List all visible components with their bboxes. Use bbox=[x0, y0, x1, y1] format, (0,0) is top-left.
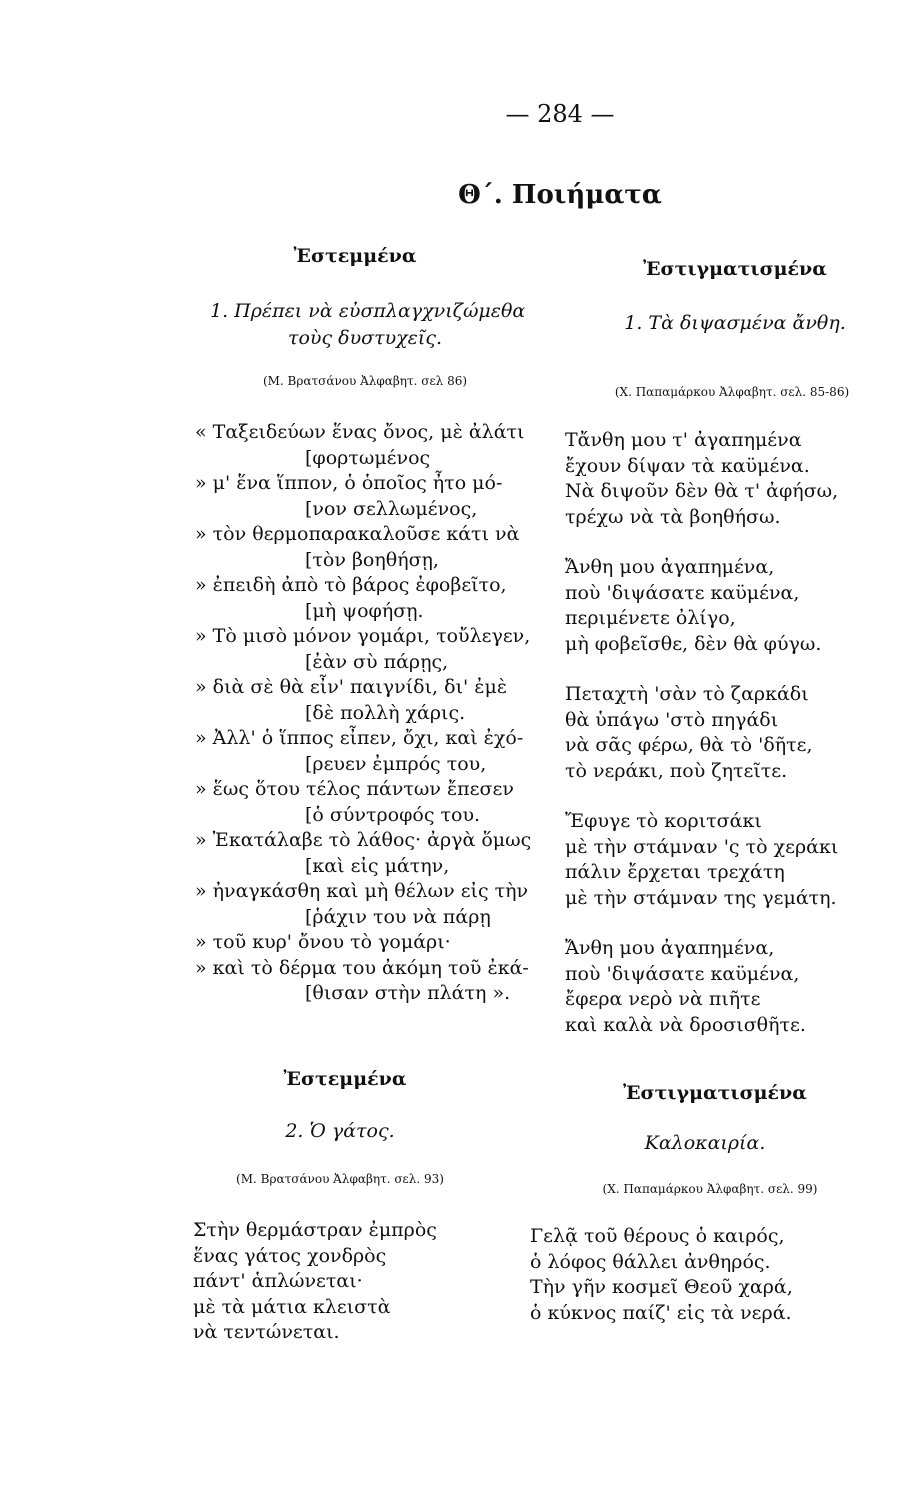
poem-line: ἕνας γάτος χονδρὸς bbox=[193, 1244, 387, 1267]
poem-line: [μὴ ψοφήσῃ. bbox=[305, 599, 424, 622]
right-bottom-poem bbox=[530, 1224, 860, 1326]
poem-line: ὁ κύκνος παίζ' εἰς τὰ νερά. bbox=[530, 1301, 792, 1324]
poem-line: » τοῦ κυρ' ὄνου τὸ γομάρι· bbox=[195, 931, 451, 953]
left-top-title-line-2: τοὺς δυστυχεῖς. bbox=[287, 327, 443, 349]
poem-line: » διὰ σὲ θὰ εἶν' παιγνίδι, δι' ἐμὲ bbox=[195, 676, 508, 698]
left-top-source: (Μ. Βρατσάνου Ἀλφαβητ. σελ 86) bbox=[262, 374, 468, 388]
poem-line: περιμένετε ὀλίγο, bbox=[565, 607, 736, 629]
left-bottom-title: 2. Ὁ γάτος. bbox=[285, 1120, 395, 1142]
poem-line: νὰ τεντώνεται. bbox=[193, 1321, 340, 1343]
poem-line: μὲ τὴν στάμναν 'ς τὸ χεράκι bbox=[565, 835, 839, 858]
poem-line: [νον σελλωμένος, bbox=[305, 497, 478, 520]
poem-line: « Ταξειδεύων ἕνας ὄνος, μὲ ἀλάτι bbox=[195, 421, 525, 443]
poem-line: » Ἀλλ' ὁ ἵππος εἶπεν, ὄχι, καὶ ἐχό- bbox=[195, 727, 524, 749]
poem-line: » Τὸ μισὸ μόνον γομάρι, τοὔλεγεν, bbox=[195, 625, 531, 647]
right-top-poem bbox=[565, 428, 895, 1063]
poem-line: [ῥάχιν του νὰ πάρῃ bbox=[305, 905, 491, 928]
poem-line: ὁ λόφος θάλλει ἀνθηρός. bbox=[530, 1250, 771, 1273]
poem-line: Τἄνθη μου τ' ἀγαπημένα bbox=[565, 429, 802, 451]
poem-line: μὲ τὰ μάτια κλειστὰ bbox=[193, 1295, 391, 1318]
poem-line: Στὴν θερμάστραν ἐμπρὸς bbox=[193, 1219, 437, 1241]
left-bottom-source: (Μ. Βρατσάνου Ἀλφαβητ. σελ. 93) bbox=[236, 1172, 444, 1186]
left-top-poem bbox=[195, 420, 535, 1007]
left-top-title bbox=[210, 298, 526, 352]
poem-line: » Ἐκατάλαβε τὸ λάθος· ἀργὰ ὅμως bbox=[195, 829, 532, 851]
poem-line: [τὸν βοηθήσῃ, bbox=[305, 548, 439, 571]
right-top-title: 1. Τὰ διψασμένα ἄνθη. bbox=[624, 312, 846, 334]
poem-line: [ὁ σύντροφός του. bbox=[305, 803, 481, 826]
poem-line: Πεταχτὴ 'σὰν τὸ ζαρκάδι bbox=[565, 683, 809, 705]
left-top-heading: Ἐστεμμένα bbox=[293, 245, 417, 267]
poem-line: [ἐὰν σὺ πάρῃς, bbox=[305, 650, 449, 673]
poem-line: Ἄνθη μου ἀγαπημένα, bbox=[565, 556, 775, 578]
left-bottom-heading: Ἐστεμμένα bbox=[283, 1068, 407, 1090]
poem-line: » ἐπειδὴ ἀπὸ τὸ βάρος ἐφοβεῖτο, bbox=[195, 574, 507, 596]
poem-line: » ἠναγκάσθη καὶ μὴ θέλων εἰς τὴν bbox=[195, 880, 529, 902]
right-bottom-source: (Χ. Παπαμάρκου Ἀλφαβητ. σελ. 99) bbox=[602, 1182, 818, 1196]
right-bottom-title: Καλοκαιρία. bbox=[644, 1132, 766, 1154]
poem-line: [ρευεν ἐμπρός του, bbox=[305, 752, 487, 775]
poem-line: καὶ καλὰ νὰ δροσισθῆτε. bbox=[565, 1013, 806, 1036]
left-top-title-line-1: 1. Πρέπει νὰ εὐσπλαγχνιζώμεθα bbox=[210, 300, 526, 322]
poem-line: ἔχουν δίψαν τὰ καϋμένα. bbox=[565, 454, 810, 477]
poem-line: πάντ' ἁπλώνεται· bbox=[193, 1270, 363, 1292]
poem-line: Τὴν γῆν κοσμεῖ Θεοῦ χαρά, bbox=[530, 1276, 793, 1298]
poem-line: ἔφερα νερὸ νὰ πιῆτε bbox=[565, 988, 761, 1010]
left-bottom-poem bbox=[193, 1218, 493, 1346]
stanza bbox=[565, 428, 895, 530]
poem-line: Γελᾷ τοῦ θέρους ὁ καιρός, bbox=[530, 1225, 785, 1247]
poem-line: τρέχω νὰ τὰ βοηθήσω. bbox=[565, 505, 781, 528]
right-bottom-heading: Ἐστιγματισμένα bbox=[623, 1082, 807, 1104]
stanza bbox=[565, 809, 895, 911]
poem-line: θὰ ὑπάγω 'στὸ πηγάδι bbox=[565, 708, 779, 731]
poem-line: τὸ νεράκι, ποὺ ζητεῖτε. bbox=[565, 759, 788, 782]
poem-line: Νὰ διψοῦν δὲν θὰ τ' ἀφήσω, bbox=[565, 480, 839, 502]
section-title: Θ΄. Ποιήματα bbox=[458, 180, 662, 210]
poem-line: ποὺ 'διψάσατε καϋμένα, bbox=[565, 962, 800, 985]
stanza bbox=[565, 936, 895, 1038]
poem-line: » τὸν θερμοπαρακαλοῦσε κάτι νὰ bbox=[195, 523, 520, 545]
poem-line: [φορτωμένος bbox=[305, 446, 431, 469]
stanza bbox=[565, 682, 895, 784]
poem-line: [θισαν στὴν πλάτη ». bbox=[305, 982, 511, 1004]
poem-line: » μ' ἕνα ἵππον, ὁ ὁποῖος ἦτο μό- bbox=[195, 472, 503, 494]
poem-line: » ἕως ὅτου τέλος πάντων ἔπεσεν bbox=[195, 778, 514, 800]
poem-line: μὲ τὴν στάμναν της γεμάτη. bbox=[565, 886, 837, 909]
poem-line: Ἔφυγε τὸ κοριτσάκι bbox=[565, 810, 762, 832]
stanza bbox=[565, 555, 895, 657]
page-number: — 284 — bbox=[505, 100, 615, 128]
poem-line: Ἄνθη μου ἀγαπημένα, bbox=[565, 937, 775, 959]
poem-line: νὰ σᾶς φέρω, θὰ τὸ 'δῆτε, bbox=[565, 734, 813, 756]
poem-line: » καὶ τὸ δέρμα του ἀκόμη τοῦ ἐκά- bbox=[195, 956, 529, 979]
poem-line: πάλιν ἔρχεται τρεχάτη bbox=[565, 861, 785, 883]
poem-line: [καὶ εἰς μάτην, bbox=[305, 854, 450, 877]
right-top-heading: Ἐστιγματισμένα bbox=[643, 258, 827, 280]
poem-line: ποὺ 'διψάσατε καϋμένα, bbox=[565, 581, 800, 604]
poem-line: [δὲ πολλὴ χάρις. bbox=[305, 701, 466, 724]
poem-line: μὴ φοβεῖσθε, δὲν θὰ φύγω. bbox=[565, 632, 822, 655]
right-top-source: (Χ. Παπαμάρκου Ἀλφαβητ. σελ. 85-86) bbox=[614, 385, 850, 399]
